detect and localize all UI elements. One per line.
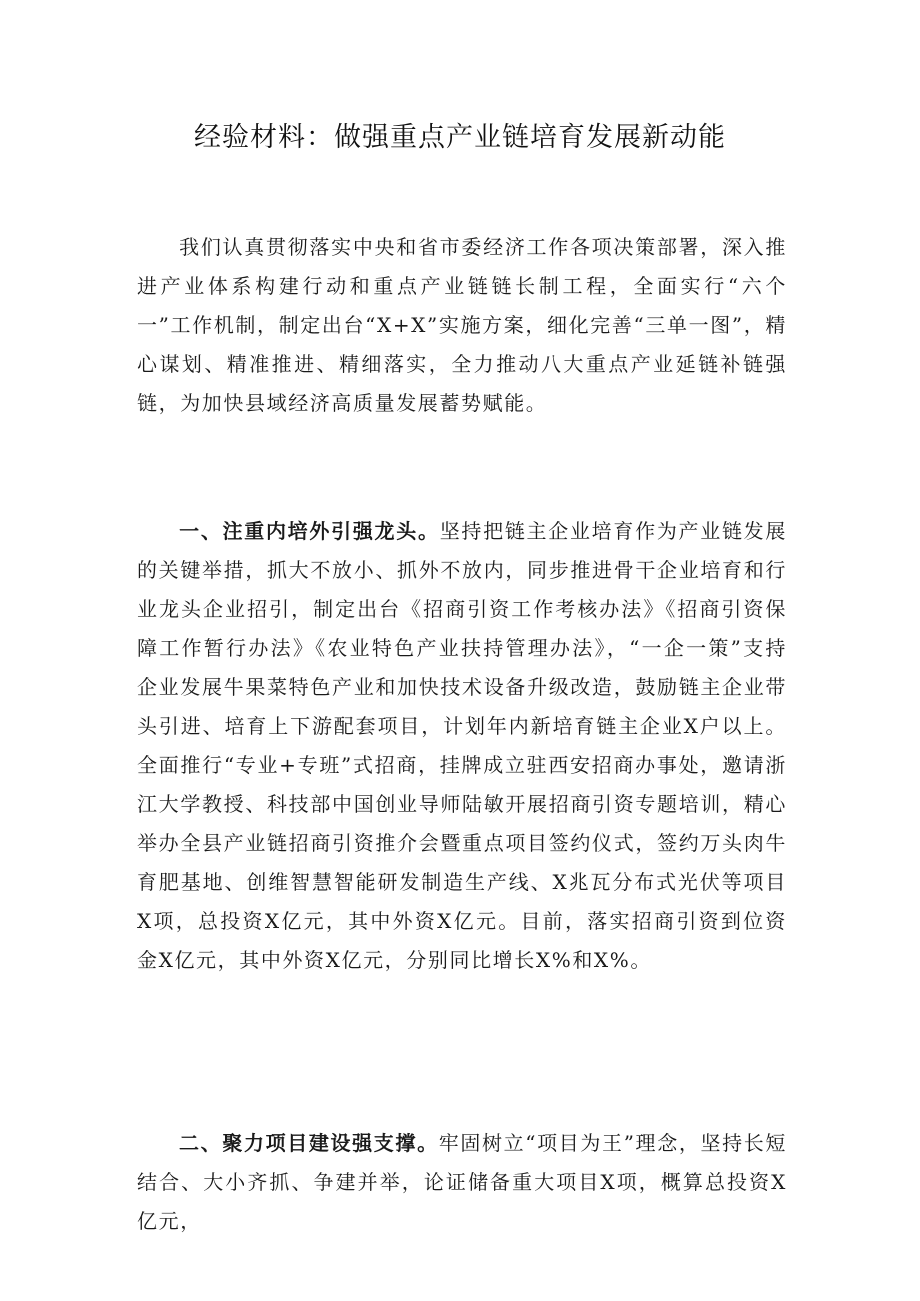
paragraph-text: 坚持把链主企业培育作为产业链发展的关键举措，抓大不放小、抓外不放内，同步推进骨干企业培育和行业龙头企业招引，制定出台《招商引资工作考核办法》《招商引资保障工作暂行办法》《农业特色产业扶持管理办法》，“一企一策”支持企业发展牛果菜特色产业和加快技术设备升级改造，鼓励链主企业带头引进、培育上下游配套项目，计划年内新培育链主企业X户以上。全面推行“专业+专班”式招商，挂牌成立驻西安招商办事处，邀请浙江大学教授、科技部中国创业导师陆敏开展招商引资专题培训，精心举办全县产业链招商引资推介会暨重点项目签约仪式，签约万头肉牛育肥基地、创维智慧智能研发制造生产线、X兆瓦分布式光伏等项目X项，总投资X亿元，其中外资X亿元。目前，落实招商引资到位资金X亿元，其中外资X亿元，分别同比增长X%和X%。: [137, 519, 787, 972]
document-title: 经验材料：做强重点产业链培育发展新动能: [194, 122, 726, 153]
section-heading: 一、注重内培外引强龙头。: [179, 519, 440, 543]
paragraph-section-2: [137, 1124, 787, 1241]
paragraph-text: 我们认真贯彻落实中央和省市委经济工作各项决策部署，深入推进产业体系构建行动和重点产业链链长制工程，全面实行“六个一”工作机制，制定出台“X+X”实施方案，细化完善“三单一图”，精心谋划、精准推进、精细落实，全力推动八大重点产业延链补链强链，为加快县域经济高质量发展蓄势赋能。: [137, 235, 787, 415]
section-heading: 二、聚力项目建设强支撑。: [179, 1131, 439, 1155]
paragraph-intro: [137, 228, 787, 423]
paragraph-section-1: [137, 512, 787, 980]
paragraph-text: 牢固树立“项目为王”理念，坚持长短结合、大小齐抓、争建并举，论证储备重大项目X项，概算总投资X亿元，: [137, 1131, 787, 1233]
